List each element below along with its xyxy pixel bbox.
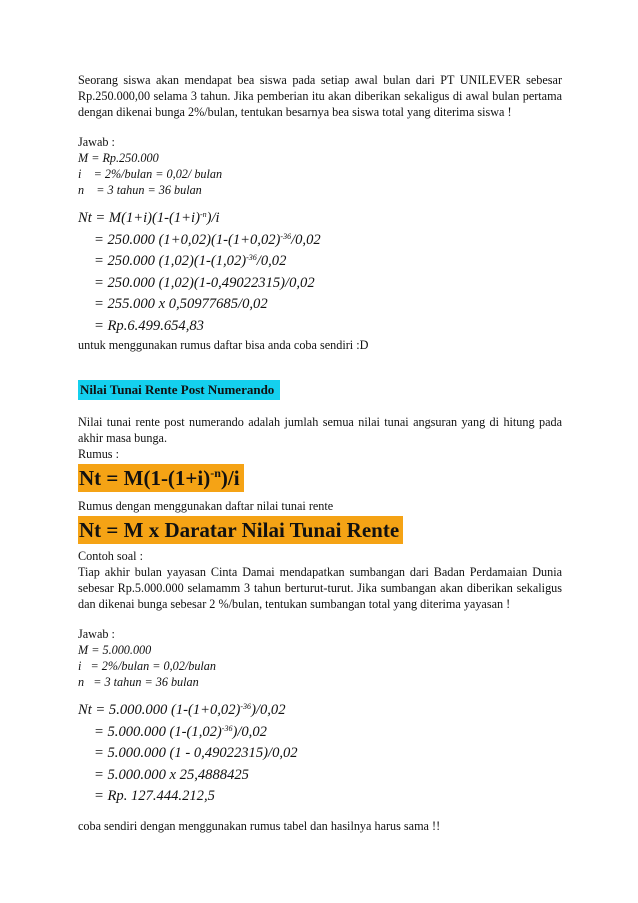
section-heading: Nilai Tunai Rente Post Numerando [78, 380, 280, 400]
formula-daftar [78, 516, 562, 544]
spacer [78, 353, 562, 380]
spacer [78, 808, 562, 818]
given-i: i = 2%/bulan = 0,02/bulan [78, 659, 216, 673]
document-page [78, 72, 562, 834]
example-2 [78, 626, 562, 834]
calc-line: Nt = 5.000.000 $(1-(1+0,02)^{-36})/0,02$ [78, 702, 286, 718]
spacer [78, 612, 562, 626]
calc-result: = Rp. 127.444.212,5 [94, 788, 215, 804]
example-1 [78, 134, 562, 353]
calc-line: = 250.000 $(1,02)(1-(1,02)^{-36}/0,02$ [94, 253, 287, 269]
definition-paragraph: Nilai tunai rente post numerando adalah jumlah semua nilai tunai angsuran yang di hitung pada akhir masa bunga. [78, 415, 562, 445]
calc-line: = 250.000 $(1+0,02)(1-(1+0,02)^{-36}/0,02$ [94, 231, 321, 248]
calc-line: = 5.000.000 $(1-(1,02)^{-36})/0,02$ [94, 723, 267, 740]
spacer [78, 120, 562, 134]
given-m: M = 5.000.000 [78, 643, 152, 657]
rumus-label: Rumus : [78, 447, 119, 461]
calculation-2 [78, 700, 562, 808]
jawab-label: Jawab : [78, 627, 115, 641]
calc-line: = 255.000 x 0,50977685/0,02 [94, 296, 268, 312]
contoh-label: Contoh soal : [78, 549, 144, 563]
note-1: untuk menggunakan rumus daftar bisa anda coba sendiri :D [78, 338, 369, 352]
intro-paragraph: Seorang siswa akan mendapat bea siswa pada setiap awal bulan dari PT UNILEVER sebesar Rp.250.000,00 selama 3 tahun. Jika pemberian itu akan diberikan sekaligus di awal bulan pertama dengan dikenai bunga 2%/bulan, tentukan besarnya bea siswa total yang diterima siswa ! [78, 73, 562, 119]
contoh-paragraph: Tiap akhir bulan yayasan Cinta Damai mendapatkan sumbangan dari Badan Perdamaian Dunia sebesar Rp.5.000.000 selamamm 3 tahun berturut-turut. Jika sumbangan akan diberikan sekaligus dan dikenai bunga sebesar 2 %/bulan, tentukan sumbangan total yang diterima yayasan ! [78, 565, 562, 611]
calculation-1 [78, 208, 562, 337]
calc-line: = 250.000 (1,02)(1-0,49022315)/0,02 [94, 274, 315, 291]
given-i: i = 2%/bulan = 0,02/ bulan [78, 167, 223, 181]
formula-main [78, 464, 562, 492]
section-title [78, 380, 562, 400]
formula-highlight: Nt = M x Daratar Nilai Tunai Rente [78, 516, 403, 544]
given-n: n = 3 tahun = 36 bulan [78, 675, 199, 689]
rumus-daftar-label: Rumus dengan menggunakan daftar nilai tunai rente [78, 499, 334, 513]
formula-highlight: $Nt = M(1-(1+i)^{-n})/i$ [78, 464, 244, 492]
note-2: coba sendiri dengan menggunakan rumus tabel dan hasilnya harus sama !! [78, 818, 441, 833]
jawab-label: Jawab : [78, 135, 115, 149]
given-n: n = 3 tahun = 36 bulan [78, 183, 202, 197]
calc-line: $Nt = M(1+i)(1-(1+i)^{-n})/i$ [78, 210, 220, 226]
calc-line: = 5.000.000 x 25,4888425 [94, 766, 249, 783]
calc-line: = 5.000.000 (1 - 0,49022315)/0,02 [94, 745, 298, 761]
calc-result: = Rp.6.499.654,83 [94, 317, 204, 334]
given-m: M = Rp.250.000 [78, 151, 159, 165]
spacer [78, 400, 562, 414]
